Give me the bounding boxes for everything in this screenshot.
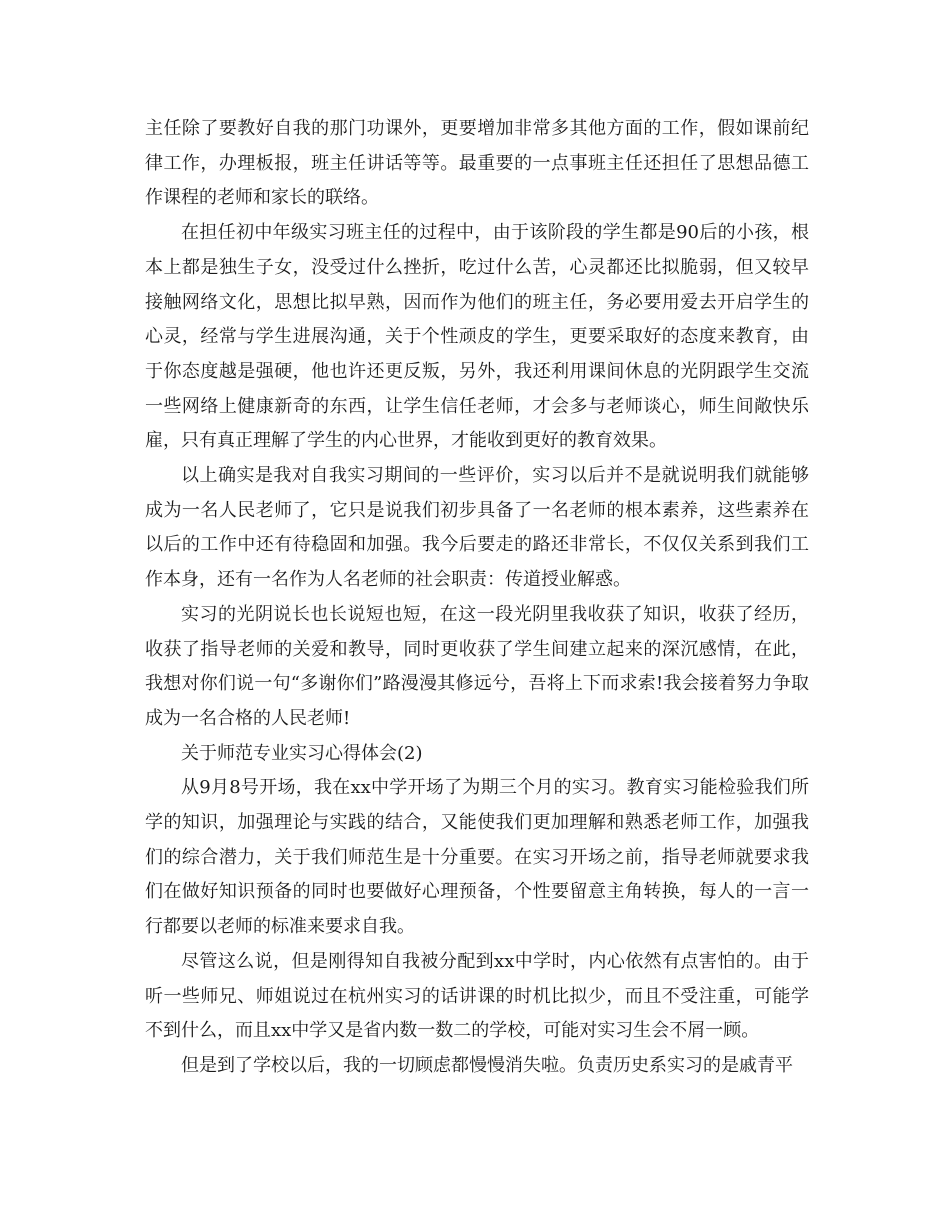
paragraph-self-evaluation: 以上确实是我对自我实习期间的一些评价，实习以后并不是就说明我们就能够成为一名人民老师了，它只是说我们初步具备了一名老师的根本素养，这些素养在以后的工作中还有待稳固和加强。我今后要走的路还非常长，不仅仅关系到我们工作本身，还有一名作为人名老师的社会职责：传道授业解惑。 xyxy=(145,465,809,591)
document-body xyxy=(145,112,809,1084)
paragraph-class-teacher-experience: 在担任初中年级实习班主任的过程中，由于该阶段的学生都是90后的小孩，根本上都是独生子女，没受过什么挫折，吃过什么苦，心灵都还比拟脆弱，但又较早接触网络文化，思想比拟早熟，因而作为他们的班主任，务必要用爱去开启学生的心灵，经常与学生进展沟通，关于个性顽皮的学生，更要采取好的态度来教育，由于你态度越是强硬，他也许还更反叛，另外，我还利用课间休息的光阴跟学生交流一些网络上健康新奇的东西，让学生信任老师，才会多与老师谈心，师生间敞快乐雇，只有真正理解了学生的内心世界，才能收到更好的教育效果。 xyxy=(145,222,809,452)
section-heading: 关于师范专业实习心得体会(2) xyxy=(181,742,423,764)
paragraph-arrival: 但是到了学校以后，我的一切顾虑都慢慢消失啦。负责历史系实习的是戚青平 xyxy=(181,1054,793,1076)
paragraph-initial-worries: 尽管这么说，但是刚得知自我被分配到xx中学时，内心依然有点害怕的。由于听一些师兄、师姐说过在杭州实习的话讲课的时机比拟少，而且不受注重，可能学不到什么，而且xx中学又是省内数一数二的学校，可能对实习生会不屑一顾。 xyxy=(145,950,809,1042)
paragraph-internship-start: 从9月8号开场，我在xx中学开场了为期三个月的实习。教育实习能检验我们所学的知识，加强理论与实践的结合，又能使我们更加理解和熟悉老师工作，加强我们的综合潜力，关于我们师范生是十分重要。在实习开场之前，指导老师就要求我们在做好知识预备的同时也要做好心理预备，个性要留意主角转换，每人的一言一行都要以老师的标准来要求自我。 xyxy=(145,777,809,938)
paragraph-continuation: 主任除了要教好自我的那门功课外，更要增加非常多其他方面的工作，假如课前纪律工作，办理板报，班主任讲话等等。最重要的一点事班主任还担任了思想品德工作课程的老师和家长的联络。 xyxy=(145,118,809,209)
paragraph-gratitude: 实习的光阴说长也长说短也短，在这一段光阴里我收获了知识，收获了经历，收获了指导老师的关爱和教导，同时更收获了学生间建立起来的深沉感情，在此，我想对你们说一句“多谢你们”路漫漫其修远兮，吾将上下而求索!我会接着努力争取成为一名合格的人民老师! xyxy=(145,603,809,729)
